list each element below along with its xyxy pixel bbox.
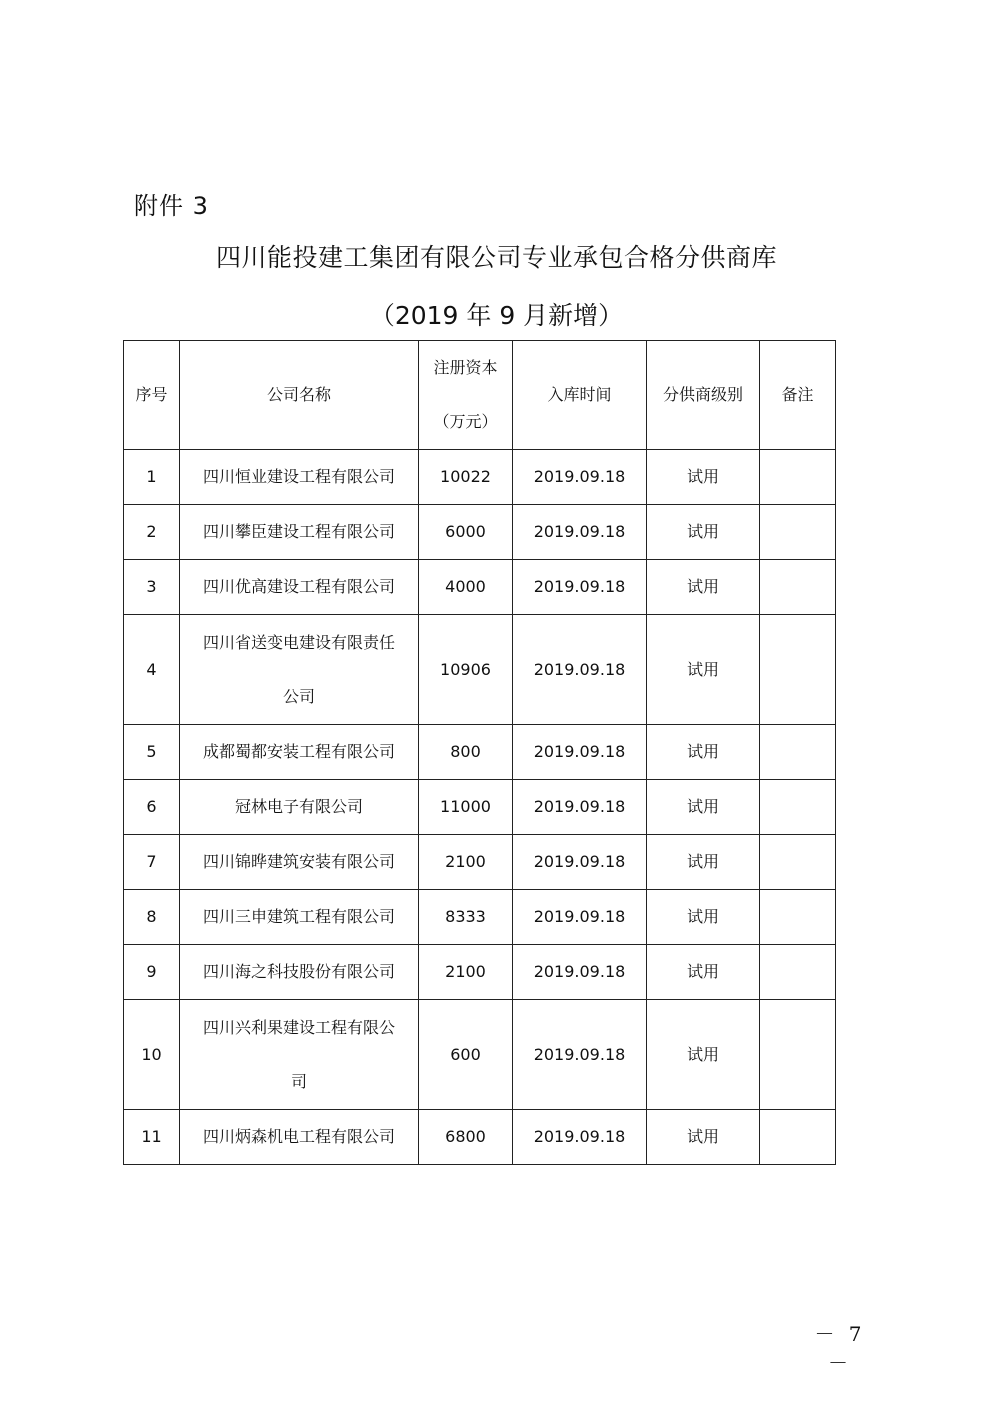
cell-seq: 4 — [124, 615, 180, 725]
cell-company-line1: 四川省送变电建设有限责任 — [202, 632, 395, 652]
cell-level: 试用 — [647, 945, 760, 1000]
cell-capital: 10906 — [419, 615, 513, 725]
cell-seq: 2 — [124, 505, 180, 560]
table-row — [124, 505, 836, 560]
cell-remark — [760, 1110, 836, 1165]
cell-company: 四川攀臣建设工程有限公司 — [180, 505, 419, 560]
cell-seq: 3 — [124, 560, 180, 615]
cell-remark — [760, 615, 836, 725]
cell-remark — [760, 835, 836, 890]
cell-level: 试用 — [647, 450, 760, 505]
table-row — [124, 780, 836, 835]
cell-date: 2019.09.18 — [513, 505, 647, 560]
header-level: 分供商级别 — [647, 341, 760, 450]
cell-remark — [760, 450, 836, 505]
header-capital — [419, 341, 513, 450]
cell-capital: 6000 — [419, 505, 513, 560]
cell-company: 冠林电子有限公司 — [180, 780, 419, 835]
cell-capital: 4000 — [419, 560, 513, 615]
cell-seq: 6 — [124, 780, 180, 835]
cell-level: 试用 — [647, 505, 760, 560]
cell-remark — [760, 1000, 836, 1110]
table-row — [124, 560, 836, 615]
cell-level: 试用 — [647, 1000, 760, 1110]
cell-remark — [760, 780, 836, 835]
cell-seq: 8 — [124, 890, 180, 945]
cell-date: 2019.09.18 — [513, 835, 647, 890]
cell-capital: 10022 — [419, 450, 513, 505]
table-row — [124, 450, 836, 505]
cell-company: 四川炳森机电工程有限公司 — [180, 1110, 419, 1165]
cell-remark — [760, 560, 836, 615]
cell-seq: 9 — [124, 945, 180, 1000]
cell-company-line2: 公司 — [282, 686, 315, 706]
cell-capital: 600 — [419, 1000, 513, 1110]
cell-seq: 10 — [124, 1000, 180, 1110]
header-date: 入库时间 — [513, 341, 647, 450]
attachment-label: 附件 3 — [134, 192, 209, 220]
document-title: 四川能投建工集团有限公司专业承包合格分供商库 — [215, 243, 777, 272]
cell-remark — [760, 505, 836, 560]
cell-capital: 2100 — [419, 945, 513, 1000]
header-capital-line2: （万元） — [433, 412, 498, 431]
cell-seq: 1 — [124, 450, 180, 505]
cell-date: 2019.09.18 — [513, 1000, 647, 1110]
cell-company: 四川海之科技股份有限公司 — [180, 945, 419, 1000]
header-remark: 备注 — [760, 341, 836, 450]
cell-capital: 2100 — [419, 835, 513, 890]
table-row — [124, 890, 836, 945]
cell-seq: 5 — [124, 725, 180, 780]
cell-capital: 6800 — [419, 1110, 513, 1165]
cell-capital: 800 — [419, 725, 513, 780]
cell-company: 四川锦晔建筑安装有限公司 — [180, 835, 419, 890]
header-company: 公司名称 — [180, 341, 419, 450]
document-subtitle: （2019 年 9 月新增） — [369, 301, 624, 330]
cell-date: 2019.09.18 — [513, 890, 647, 945]
cell-remark — [760, 725, 836, 780]
cell-date: 2019.09.18 — [513, 1110, 647, 1165]
cell-seq: 11 — [124, 1110, 180, 1165]
cell-company: 成都蜀都安装工程有限公司 — [180, 725, 419, 780]
header-seq: 序号 — [124, 341, 180, 450]
cell-company: 四川优高建设工程有限公司 — [180, 560, 419, 615]
cell-date: 2019.09.18 — [513, 615, 647, 725]
cell-level: 试用 — [647, 780, 760, 835]
cell-company: 四川恒业建设工程有限公司 — [180, 450, 419, 505]
cell-date: 2019.09.18 — [513, 450, 647, 505]
header-capital-line1: 注册资本 — [433, 358, 498, 377]
cell-company-line2: 司 — [290, 1071, 307, 1091]
cell-company: 四川三申建筑工程有限公司 — [180, 890, 419, 945]
table-row — [124, 725, 836, 780]
table-row — [124, 835, 836, 890]
cell-level: 试用 — [647, 835, 760, 890]
table-row — [124, 1000, 836, 1110]
cell-date: 2019.09.18 — [513, 560, 647, 615]
cell-remark — [760, 945, 836, 1000]
cell-company-line1: 四川兴利果建设工程有限公 — [202, 1017, 395, 1037]
cell-date: 2019.09.18 — [513, 725, 647, 780]
page-number: － 7 － — [814, 1322, 866, 1375]
cell-level: 试用 — [647, 615, 760, 725]
table-header-row — [124, 341, 836, 450]
cell-level: 试用 — [647, 890, 760, 945]
table-row — [124, 615, 836, 725]
cell-capital: 8333 — [419, 890, 513, 945]
table-row — [124, 945, 836, 1000]
cell-date: 2019.09.18 — [513, 945, 647, 1000]
cell-seq: 7 — [124, 835, 180, 890]
cell-level: 试用 — [647, 1110, 760, 1165]
supplier-table — [123, 340, 836, 1165]
cell-date: 2019.09.18 — [513, 780, 647, 835]
cell-remark — [760, 890, 836, 945]
cell-capital: 11000 — [419, 780, 513, 835]
table-row — [124, 1110, 836, 1165]
cell-level: 试用 — [647, 725, 760, 780]
cell-level: 试用 — [647, 560, 760, 615]
cell-company — [180, 1000, 419, 1110]
cell-company — [180, 615, 419, 725]
